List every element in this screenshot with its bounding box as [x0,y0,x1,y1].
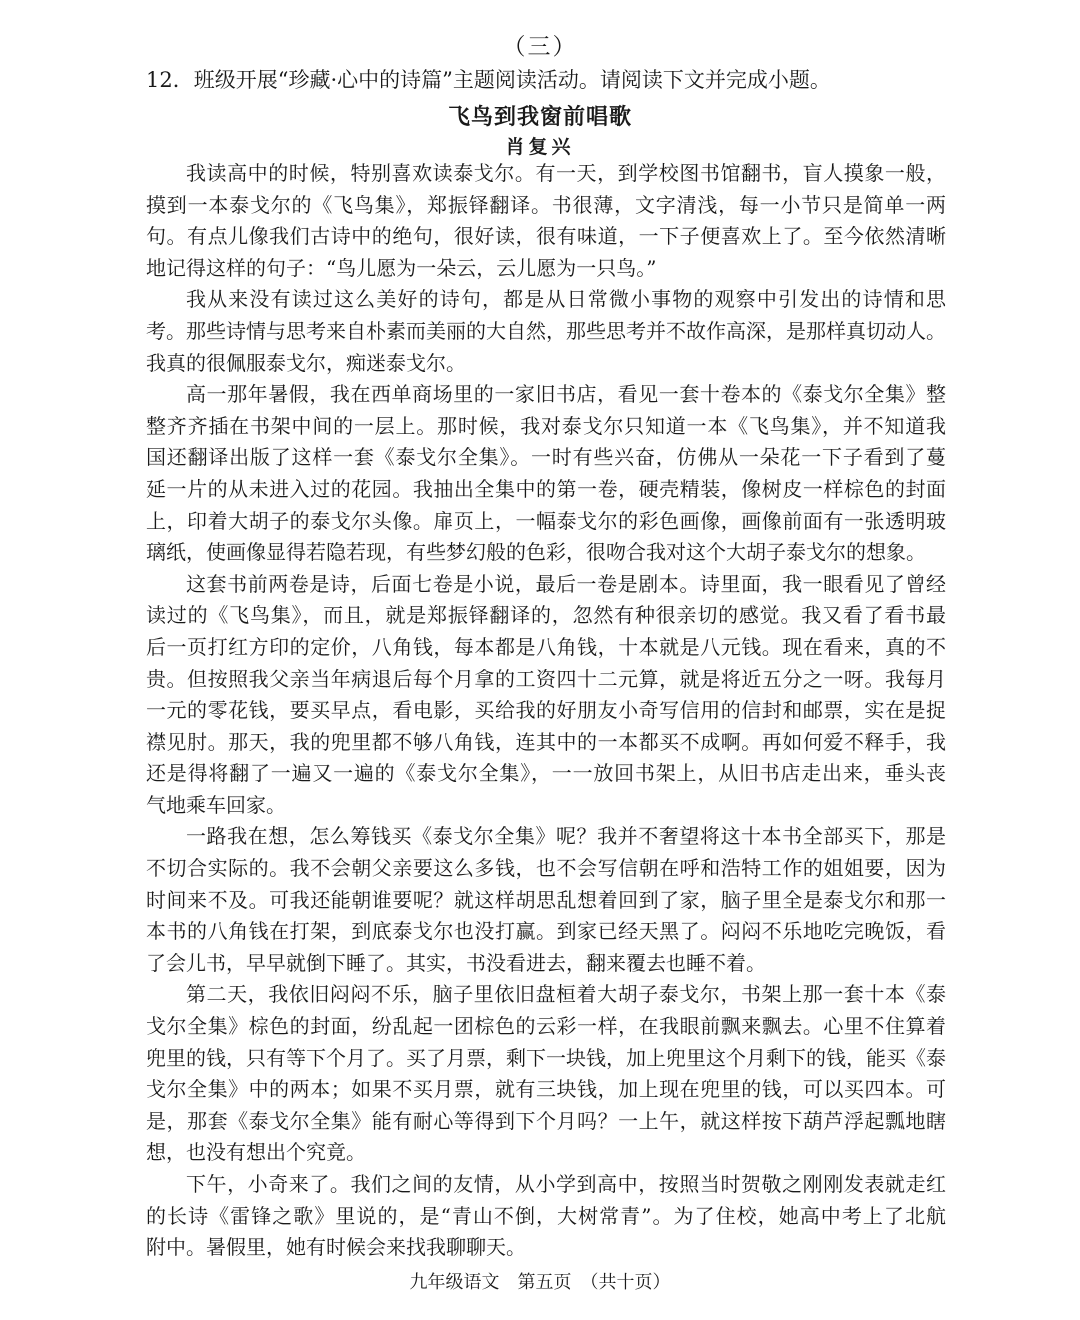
paragraph-line: 一元的零花钱，要买早点，看电影，买给我的好朋友小奇写信用的信封和邮票，实在是捉 [146,698,946,723]
paragraph-line: 了会儿书，早早就倒下睡了。其实，书没看进去，翻来覆去也睡不着。 [146,950,766,975]
page-footer: 九年级语文 第五页 （共十页） [409,1272,671,1293]
paragraph-line: 下午，小奇来了。我们之间的友情，从小学到高中，按照当时贺敬之刚刚发表就走红 [186,1172,946,1196]
paragraph-line: 本书的八角钱在打架，到底泰戈尔也没打赢。到家已经天黑了。闷闷不乐地吃完晚饭，看 [146,919,946,944]
paragraph-line: 考。那些诗情与思考来自朴素而美丽的大自然，那些思考并不故作高深，是那样真切动人。 [146,318,946,343]
paragraph-line: 襟见肘。那天，我的兜里都不够八角钱，连其中的一本都买不成啊。再如何爱不释手，我 [146,729,946,754]
article-author: 肖复兴 [505,136,575,158]
paragraph-line: 我从来没有读过这么美好的诗句，都是从日常微小事物的观察中引发出的诗情和思 [186,287,946,312]
paragraph-line: 这套书前两卷是诗，后面七卷是小说，最后一卷是剧本。诗里面，我一眼看见了曾经 [186,571,946,596]
paragraph-line: 句。有点儿像我们古诗中的绝句，很好读，很有味道，一下子便喜欢上了。至今依然清晰 [146,224,946,249]
paragraph-line: 读过的《飞鸟集》，而且，就是郑振铎翻译的，忽然有种很亲切的感觉。我又看了看书最 [146,603,946,628]
paragraph-line: 贵。但按照我父亲当年病退后每个月拿的工资四十二元算，就是将近五分之一呀。我每月 [146,666,946,691]
paragraph-line: 我读高中的时候，特别喜欢读泰戈尔。有一天，到学校图书馆翻书，盲人摸象一般， [186,161,946,185]
paragraph-line: 国还翻译出版了这样一套《泰戈尔全集》。一时有些兴奋，仿佛从一朵花一下子看到了蔓 [146,445,946,470]
paragraph-line: 璃纸，使画像显得若隐若现，有些梦幻般的色彩，很吻合我对这个大胡子泰戈尔的想象。 [146,540,926,565]
paragraph-line: 附中。暑假里，她有时候会来找我聊聊天。 [146,1235,526,1260]
paragraph-line: 后一页打红方印的定价，八角钱，每本都是八角钱，十本就是八元钱。现在看来，真的不 [146,634,946,659]
paragraph-line: 高一那年暑假，我在西单商场里的一家旧书店，看见一套十卷本的《泰戈尔全集》整 [186,382,946,407]
question-prompt: 12．班级开展“珍藏·心中的诗篇”主题阅读活动。请阅读下文并完成小题。 [146,68,831,92]
paragraph-line: 想，也没有想出个究竟。 [146,1140,366,1165]
paragraph-line: 摸到一本泰戈尔的《飞鸟集》，郑振铎翻译。书很薄，文字清浅，每一小节只是简单一两 [146,192,946,217]
paragraph-line: 不切合实际的。我不会朝父亲要这么多钱，也不会写信朝在呼和浩特工作的姐姐要，因为 [146,856,946,881]
paragraph-line: 上，印着大胡子的泰戈尔头像。扉页上，一幅泰戈尔的彩色画像，画像前面有一张透明玻 [146,508,946,533]
paragraph-line: 我真的很佩服泰戈尔，痴迷泰戈尔。 [146,350,466,375]
paragraph-line: 一路我在想，怎么筹钱买《泰戈尔全集》呢？我并不奢望将这十本书全部买下，那是 [186,824,946,849]
paragraph-line: 第二天，我依旧闷闷不乐，脑子里依旧盘桓着大胡子泰戈尔，书架上那一套十本《泰 [186,982,946,1007]
paragraph-line: 时间来不及。可我还能朝谁要呢？就这样胡思乱想着回到了家，脑子里全是泰戈尔和那一 [146,887,946,912]
paragraph-line: 戈尔全集》棕色的封面，纷乱起一团棕色的云彩一样，在我眼前飘来飘去。心里不住算着 [146,1014,946,1039]
article-body [146,158,946,1264]
paragraph-line: 地记得这样的句子：“鸟儿愿为一朵云，云儿愿为一只鸟。” [146,255,657,280]
paragraph-line: 延一片的从未进入过的花园。我抽出全集中的第一卷，硬壳精装，像树皮一样棕色的封面 [146,476,946,501]
paragraph-line: 还是得将翻了一遍又一遍的《泰戈尔全集》，一一放回书架上，从旧书店走出来，垂头丧 [146,761,946,786]
paragraph-line: 的长诗《雷锋之歌》里说的，是“青山不倒，大树常青”。为了住校，她高中考上了北航 [146,1203,946,1228]
article-title: 飞鸟到我窗前唱歌 [447,104,632,130]
section-number: （三） [502,34,578,60]
paragraph-line: 兜里的钱，只有等下个月了。买了月票，剩下一块钱，加上兜里这个月剩下的钱，能买《泰 [146,1045,946,1070]
paragraph-line: 整齐齐插在书架中间的一层上。那时候，我对泰戈尔只知道一本《飞鸟集》，并不知道我 [146,413,946,438]
paragraph-line: 气地乘车回家。 [146,792,286,817]
paragraph-line: 戈尔全集》中的两本；如果不买月票，就有三块钱，加上现在兜里的钱，可以买四本。可 [146,1077,946,1102]
paragraph-line: 是，那套《泰戈尔全集》能有耐心等得到下个月吗？一上午，就这样按下葫芦浮起瓢地瞎 [146,1108,946,1133]
